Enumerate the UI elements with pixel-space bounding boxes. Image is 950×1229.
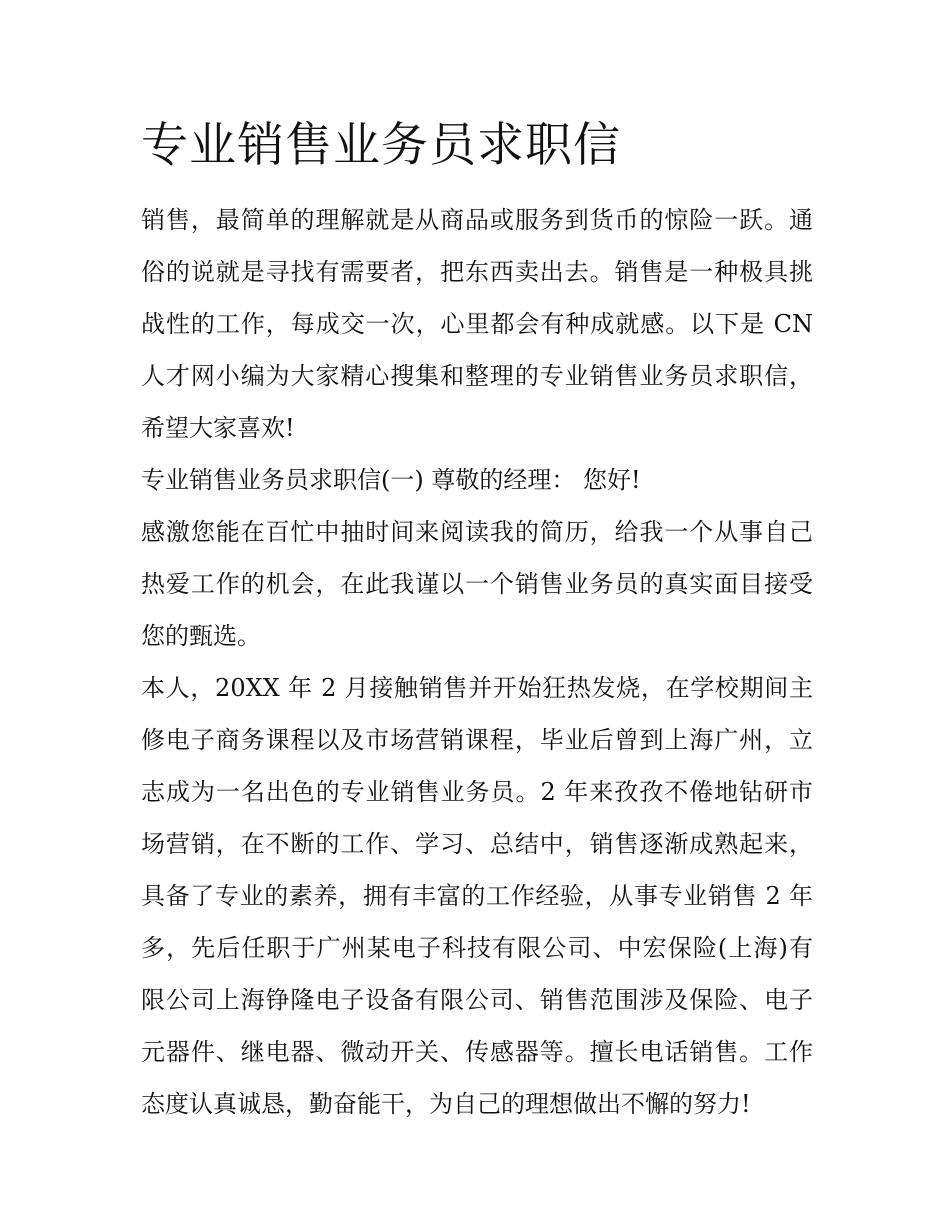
paragraph-thanks: [141, 506, 813, 662]
document-content: [141, 112, 813, 1130]
text-line: 感激您能在百忙中抽时间来阅读我的简历，给我一个从事自己: [141, 518, 813, 546]
text-line: 希望大家喜欢!: [141, 414, 295, 442]
text-line: 限公司上海铮隆电子设备有限公司、销售范围涉及保险、电子: [141, 986, 813, 1014]
text-line: 场营销，在不断的工作、学习、总结中，销售逐渐成熟起来，: [141, 830, 813, 858]
text-line: 本人，20XX 年 2 月接触销售并开始狂热发烧，在学校期间主: [141, 674, 813, 702]
text-line: 战性的工作，每成交一次，心里都会有种成就感。以下是 CN: [141, 310, 813, 338]
text-line: 热爱工作的机会，在此我谨以一个销售业务员的真实面目接受: [141, 570, 813, 598]
text-line: 志成为一名出色的专业销售业务员。2 年来孜孜不倦地钻研市: [141, 778, 813, 806]
text-line: 专业销售业务员求职信(一) 尊敬的经理： 您好!: [141, 466, 641, 494]
text-line: 修电子商务课程以及市场营销课程，毕业后曾到上海广州，立: [141, 726, 813, 754]
text-line: 元器件、继电器、微动开关、传感器等。擅长电话销售。工作: [141, 1038, 813, 1066]
paragraph-salutation: [141, 454, 813, 506]
text-line: 多，先后任职于广州某电子科技有限公司、中宏保险(上海)有: [141, 934, 813, 962]
text-line: 人才网小编为大家精心搜集和整理的专业销售业务员求职信，: [141, 362, 813, 390]
document-title: 专业销售业务员求职信: [141, 118, 621, 173]
paragraph: [141, 194, 813, 454]
paragraph-experience: [141, 662, 813, 1130]
text-line: 俗的说就是寻找有需要者，把东西卖出去。销售是一种极具挑: [141, 258, 813, 286]
text-line: 销售，最简单的理解就是从商品或服务到货币的惊险一跃。通: [141, 206, 813, 234]
text-line: 态度认真诚恳，勤奋能干，为自己的理想做出不懈的努力!: [141, 1090, 751, 1118]
text-line: 您的甄选。: [141, 622, 261, 650]
text-line: 具备了专业的素养，拥有丰富的工作经验，从事专业销售 2 年: [141, 882, 813, 910]
paragraph-intro: [141, 194, 813, 454]
